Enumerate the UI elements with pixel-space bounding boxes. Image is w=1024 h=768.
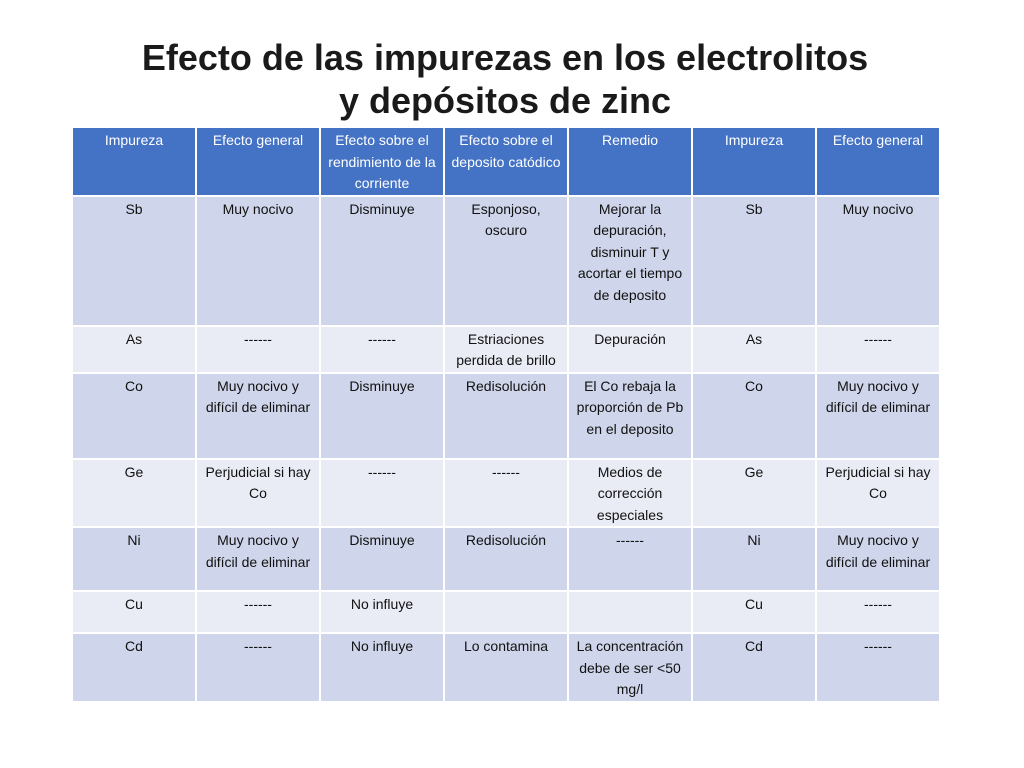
table-cell: Muy nocivo y difícil de eliminar: [816, 527, 940, 591]
table-cell: Muy nocivo: [196, 196, 320, 326]
table-cell: Muy nocivo y difícil de eliminar: [196, 527, 320, 591]
table-cell: Medios de corrección especiales: [568, 459, 692, 528]
table-header-row: [72, 127, 940, 196]
table-cell: ------: [816, 591, 940, 633]
table-cell: Cd: [72, 633, 196, 702]
header-efecto-general-2: Efecto general: [816, 127, 940, 196]
table-cell: Ni: [72, 527, 196, 591]
table-cell: Co: [72, 373, 196, 459]
table-cell: El Co rebaja la proporción de Pb en el deposito: [568, 373, 692, 459]
table-cell: Mejorar la depuración, disminuir T y acortar el tiempo de deposito: [568, 196, 692, 326]
table-cell: Muy nocivo y difícil de eliminar: [196, 373, 320, 459]
table-cell: [568, 591, 692, 633]
table-cell: As: [72, 326, 196, 373]
table-cell: Disminuye: [320, 527, 444, 591]
impurities-table: [71, 126, 941, 703]
table-row: [72, 459, 940, 528]
table-row: [72, 373, 940, 459]
slide-title-line-1: Efecto de las impurezas en los electrolitos: [141, 37, 869, 78]
table-cell: Muy nocivo y difícil de eliminar: [816, 373, 940, 459]
header-efecto-rendimiento: Efecto sobre el rendimiento de la corriente: [320, 127, 444, 196]
table-cell: Ge: [72, 459, 196, 528]
table-cell: ------: [320, 326, 444, 373]
slide-title-line-2: y depósitos de zinc: [338, 80, 672, 121]
table-cell: Depuración: [568, 326, 692, 373]
table-cell: ------: [320, 459, 444, 528]
table-cell: Redisolución: [444, 527, 568, 591]
table-cell: Perjudicial si hay Co: [816, 459, 940, 528]
slide-title: [0, 36, 1010, 122]
table-row: [72, 591, 940, 633]
table-cell: Ni: [692, 527, 816, 591]
table-cell: ------: [196, 591, 320, 633]
table-cell: Lo contamina: [444, 633, 568, 702]
header-impureza-2: Impureza: [692, 127, 816, 196]
table-cell: Esponjoso, oscuro: [444, 196, 568, 326]
table-cell: No influye: [320, 633, 444, 702]
table-cell: Estriaciones perdida de brillo: [444, 326, 568, 373]
table-cell: ------: [816, 326, 940, 373]
table-cell: ------: [816, 633, 940, 702]
table-row: [72, 527, 940, 591]
table-row: [72, 326, 940, 373]
header-efecto-deposito: Efecto sobre el deposito catódico: [444, 127, 568, 196]
table-row: [72, 196, 940, 326]
table-cell: Ge: [692, 459, 816, 528]
table-cell: La concentración debe de ser <50 mg/l: [568, 633, 692, 702]
table-row: [72, 633, 940, 702]
table-cell: Co: [692, 373, 816, 459]
table-cell: ------: [196, 326, 320, 373]
table-cell: ------: [444, 459, 568, 528]
table-cell: ------: [196, 633, 320, 702]
table-cell: Sb: [72, 196, 196, 326]
header-impureza: Impureza: [72, 127, 196, 196]
header-efecto-general: Efecto general: [196, 127, 320, 196]
table-cell: ------: [568, 527, 692, 591]
table-cell: Disminuye: [320, 196, 444, 326]
table-cell: [444, 591, 568, 633]
table-cell: Sb: [692, 196, 816, 326]
table-cell: Perjudicial si hay Co: [196, 459, 320, 528]
table-cell: No influye: [320, 591, 444, 633]
table-cell: Muy nocivo: [816, 196, 940, 326]
table-cell: As: [692, 326, 816, 373]
table-cell: Cd: [692, 633, 816, 702]
table-cell: Disminuye: [320, 373, 444, 459]
header-remedio: Remedio: [568, 127, 692, 196]
table-cell: Cu: [692, 591, 816, 633]
table-cell: Cu: [72, 591, 196, 633]
table-cell: Redisolución: [444, 373, 568, 459]
